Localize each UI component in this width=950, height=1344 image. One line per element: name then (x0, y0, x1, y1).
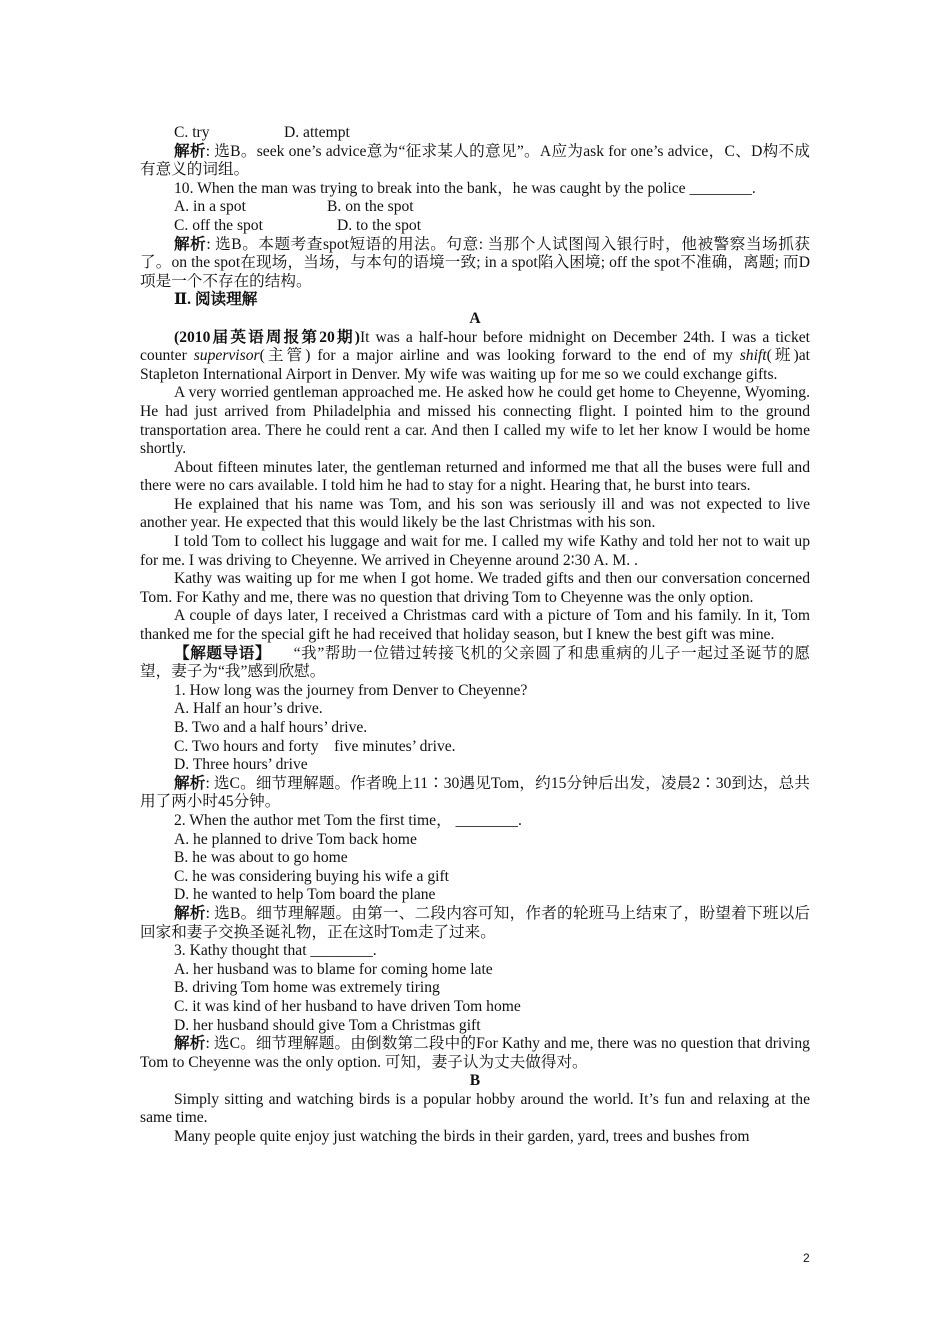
q10-options-ab: A. in a spot B. on the spot (174, 198, 414, 216)
question-2 (140, 812, 810, 942)
option: B. Two and a half hours’ drive. (174, 719, 368, 736)
passage-b-label: B (469, 1072, 481, 1090)
passage-a-paragraph-5: I told Tom to collect his luggage and wait for me. I called my wife Kathy and told her not to wait up for me. I was driving to Cheyenne. We arrived in Cheyenne around 2∶30 A. M. . (140, 533, 810, 569)
section-title: Ⅱ. 阅读理解 (174, 291, 258, 309)
option: D. Three hours’ drive (174, 756, 308, 774)
question-stem: 1. How long was the journey from Denver to Cheyenne? (174, 681, 528, 699)
passage-a-label: A (469, 309, 481, 327)
question-analysis: 解析: 选B。细节理解题。由第一、二段内容可知，作者的轮班马上结束了，盼望着下班以后回家和妻子交换圣诞礼物，正在这时Tom走了过来。 (140, 904, 810, 941)
passage-a-paragraph-6: Kathy was waiting up for me when I got home. We traded gifts and then our conversation concerned Tom. For Kathy and me, there was no question that driving Tom to Cheyenne was the only option. (140, 570, 810, 606)
option: B. driving Tom home was extremely tiring (174, 979, 440, 997)
passage-a-paragraph-7: A couple of days later, I received a Christmas card with a picture of Tom and his family. In it, Tom thanked me for the special gift he had received that holiday season, but I knew the best gift was mine. (140, 607, 810, 644)
q9-analysis: 解析: 选B。seek one’s advice意为“征求某人的意见”。A应为ask for one’s advice，C、D构不成有意义的词组。 (140, 142, 810, 179)
question-stem: 2. When the author met Tom the first time， ________. (174, 811, 522, 829)
option: A. he planned to drive Tom back home (174, 830, 417, 848)
option: D. he wanted to help Tom board the plane (174, 886, 436, 904)
question-analysis: 解析: 选C。细节理解题。作者晚上11∶30遇见Tom，约15分钟后出发，凌晨2∶30到达，总共用了两小时45分钟。 (140, 774, 810, 811)
question-stem: 3. Kathy thought that ________. (174, 942, 377, 960)
q10-options-cd: C. off the spot D. to the spot (174, 216, 422, 234)
q10-stem: 10. When the man was trying to break into the bank，he was caught by the police ________. (174, 179, 756, 197)
page-number: 2 (803, 1251, 810, 1265)
passage-a-paragraph-1: (2010届英语周报第20期)It was a half-hour before midnight on December 24th. I was a ticket counter supervisor(主管) for a major airline and was looking forward to the end of my shift(班)at Stapleton International Airport in Denver. My wife was waiting up for me so we could exchange gifts. (140, 328, 810, 383)
option: C. it was kind of her husband to have driven Tom home (174, 997, 521, 1015)
option: D. her husband should give Tom a Christmas gift (174, 1016, 481, 1034)
document-page (140, 124, 810, 1147)
question-1 (140, 682, 810, 812)
option: C. he was considering buying his wife a gift (174, 867, 450, 885)
q9-options: C. try D. attempt (174, 124, 350, 141)
guide-note: 【解题导语】 “我”帮助一位错过转接飞机的父亲圆了和患重病的儿子一起过圣诞节的愿望，妻子为“我”感到欣慰。 (140, 644, 810, 681)
question-analysis: 解析: 选C。细节理解题。由倒数第二段中的For Kathy and me, there was no question that driving Tom to Cheyenne was the only option. 可知，妻子认为丈夫做得对。 (140, 1035, 810, 1071)
passage-a-paragraph-4: He explained that his name was Tom, and his son was seriously ill and was not expected to live another year. He expected that this would likely be the last Christmas with his son. (140, 495, 810, 532)
option: A. Half an hour’s drive. (174, 700, 323, 718)
passage-a-paragraph-3: About fifteen minutes later, the gentleman returned and informed me that all the buses were full and there were no cars available. I told him he had to stay for a night. Hearing that, he burst into tears. (140, 458, 810, 495)
option: C. Two hours and forty five minutes’ drive. (174, 737, 456, 755)
passage-a-paragraph-2: A very worried gentleman approached me. He asked how he could get home to Cheyenne, Wyoming. He had just arrived from Philadelphia and missed his connecting flight. I pointed him to the ground transportation area. There he could rent a car. And then I called my wife to let her know I would be home shortly. (140, 384, 810, 458)
passage-b-paragraph-1: Simply sitting and watching birds is a popular hobby around the world. It’s fun and relaxing at the same time. (140, 1090, 810, 1127)
option: A. her husband was to blame for coming home late (174, 960, 493, 978)
question-3 (140, 942, 810, 1072)
q10-analysis: 解析: 选B。本题考查spot短语的用法。句意: 当那个人试图闯入银行时，他被警察当场抓获了。on the spot在现场，当场，与本句的语境一致; in a spot陷入困境; off the spot不准确，离题; 而D项是一个不存在的结构。 (140, 235, 810, 290)
option: B. he was about to go home (174, 849, 348, 867)
passage-b-paragraph-2: Many people quite enjoy just watching the birds in their garden, yard, trees and bushes from (174, 1128, 750, 1146)
